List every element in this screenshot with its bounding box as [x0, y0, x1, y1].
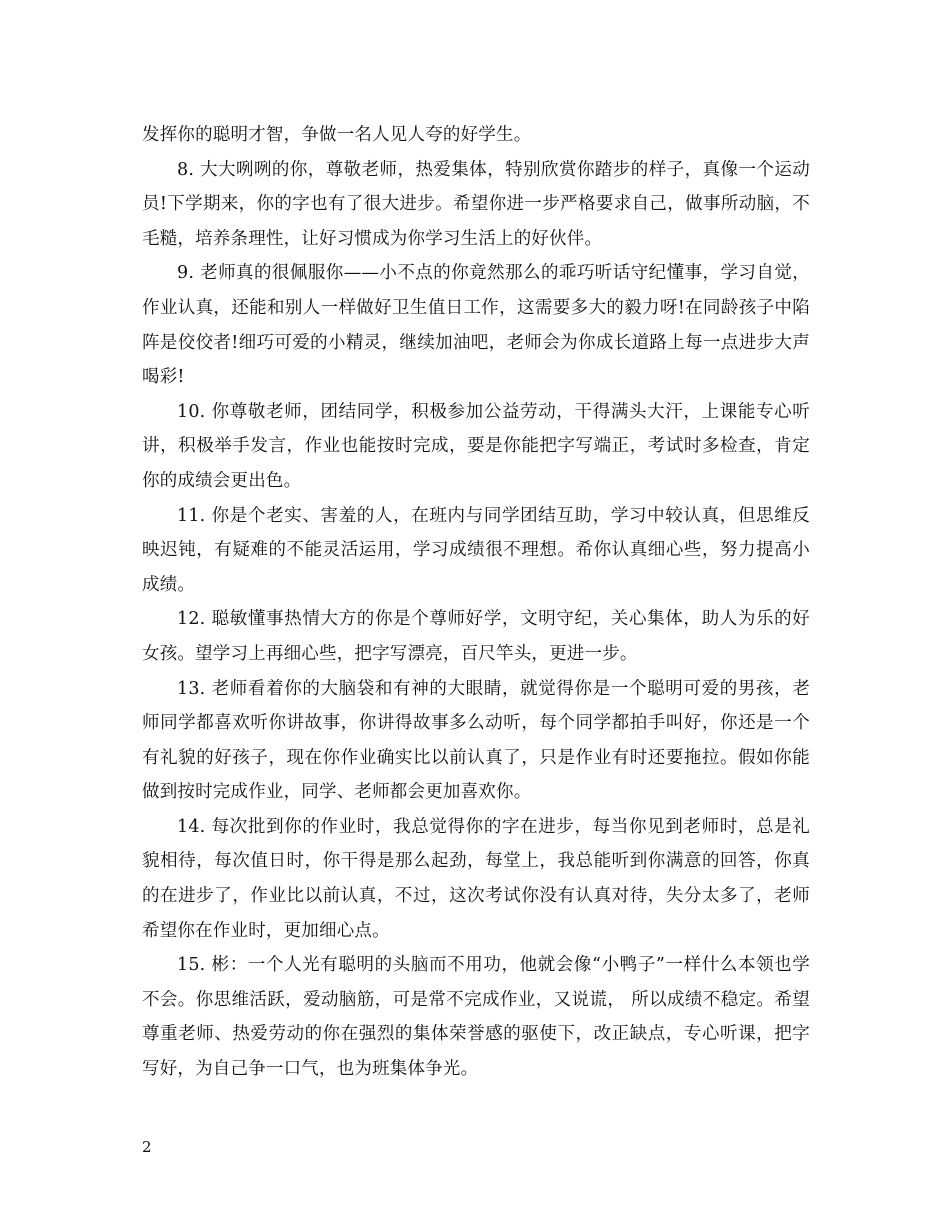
page-number: 2 — [142, 1138, 152, 1156]
paragraph-continuation: 发挥你的聪明才智，争做一名人见人夸的好学生。 — [142, 125, 532, 145]
paragraph-item-11: 11. 你是个老实、害羞的人，在班内与同学团结互助，学习中较认真，但思维反映迟钝，有疑难的不能灵活运用，学习成绩很不理想。希你认真细心些，努力提高小成绩。 — [142, 505, 810, 595]
paragraph-item-12: 12. 聪敏懂事热情大方的你是个尊师好学，文明守纪，关心集体，助人为乐的好女孩。望学习上再细心些，把字写漂亮，百尺竿头，更进一步。 — [142, 609, 810, 664]
paragraph-item-15: 15. 彬：一个人光有聪明的头脑而不用功，他就会像“小鸭子”一样什么本领也学不会。你思维活跃，爱动脑筋，可是常不完成作业，又说谎， 所以成绩不稳定。希望 尊重老师、热爱劳动的你在强烈的集体荣誉感的驱使下，改正缺点，专心听课，把字写好，为自己争一口气，也为班集体争光。 — [142, 955, 810, 1080]
document-body — [142, 118, 810, 1087]
paragraph-item-9: 9. 老师真的很佩服你——小不点的你竟然那么的乖巧听话守纪懂事，学习自觉，作业认真，还能和别人一样做好卫生值日工作，这需要多大的毅力呀!在同龄孩子中陷阵是佼佼者!细巧可爱的小精灵，继续加油吧，老师会为你成长道路上每一点进步大声喝彩! — [142, 263, 810, 388]
paragraph-item-8: 8. 大大咧咧的你，尊敬老师，热爱集体，特别欣赏你踏步的样子，真像一个运动员!下学期来，你的字也有了很大进步。希望你进一步严格要求自己，做事所动脑，不毛糙，培养条理性，让好习惯成为你学习生活上的好伙伴。 — [142, 159, 810, 249]
paragraph-item-14: 14. 每次批到你的作业时，我总觉得你的字在进步，每当你见到老师时，总是礼貌相待，每次值日时，你干得是那么起劲，每堂上，我总能听到你满意的回答，你真的在进步了，作业比以前认真，不过，这次考试你没有认真对待，失分太多了，老师希望你在作业时，更加细心点。 — [142, 816, 810, 941]
paragraph-item-13: 13. 老师看着你的大脑袋和有神的大眼睛，就觉得你是一个聪明可爱的男孩，老师同学都喜欢听你讲故事，你讲得故事多么动听，每个同学都拍手叫好，你还是一个有礼貌的好孩子，现在你作业确实比以前认真了，只是作业有时还要拖拉。假如你能做到按时完成作业，同学、老师都会更加喜欢你。 — [142, 678, 810, 803]
paragraph-item-10: 10. 你尊敬老师，团结同学，积极参加公益劳动，干得满头大汗，上课能专心听讲，积极举手发言，作业也能按时完成，要是你能把字写端正，考试时多检查，肯定你的成绩会更出色。 — [142, 401, 810, 491]
